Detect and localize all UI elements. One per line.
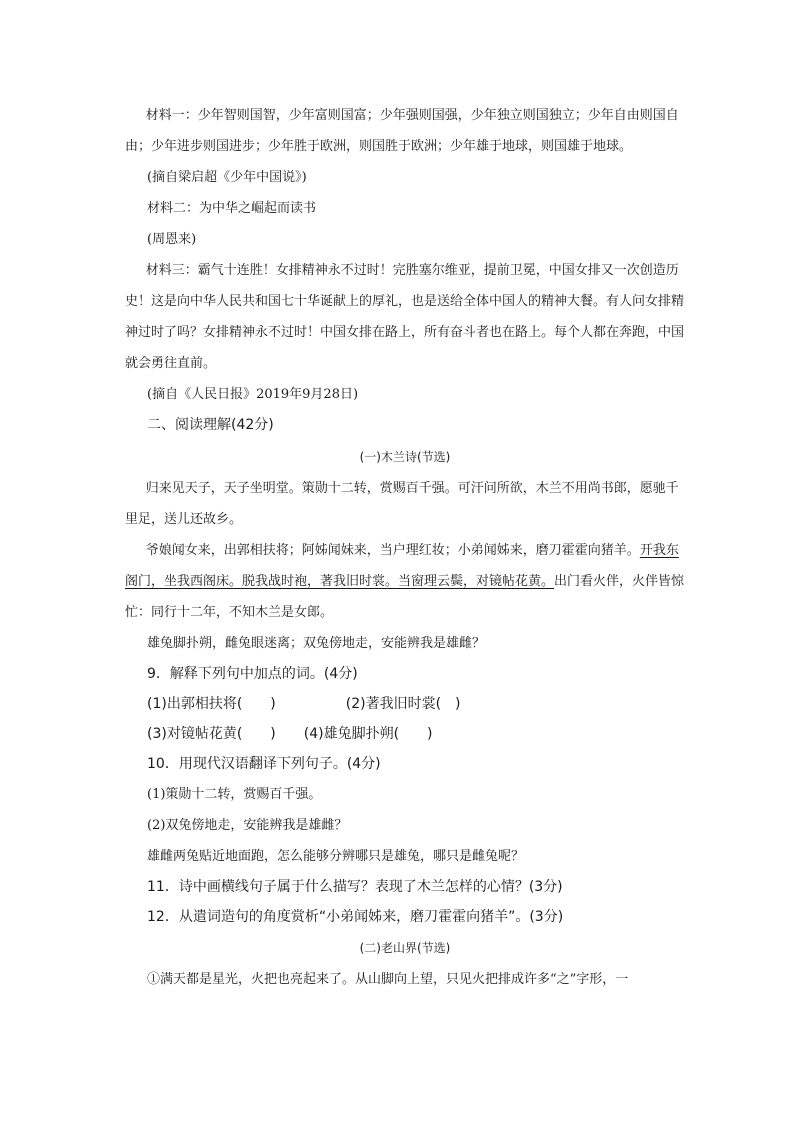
question-10-item-2: (2)双兔傍地走，安能辨我是雄雌？: [147, 818, 348, 833]
question-9-row-2: [125, 719, 685, 749]
question-9-row-1: [125, 689, 685, 719]
passage-one-paragraph-2: [125, 535, 685, 628]
document-body: [125, 100, 685, 995]
question-10-item-1: (1)策勋十二转，赏赐百千强。: [147, 787, 322, 802]
question-10: 10．用现代汉语翻译下列句子。(4分): [147, 756, 381, 772]
underlined-sentence: 开我东阁门，坐我西阁床。脱我战时袍，著我旧时裳。当窗理云鬓，对镜帖花黄。: [125, 543, 679, 589]
material-one-text: 材料一：少年智则国智，少年富则国富；少年强则国强，少年独立则国独立；少年自由则国自由；少年进步则国进步；少年胜于欧洲，则国胜于欧洲；少年雄于地球，则国雄于地球。: [125, 108, 679, 154]
question-9-item-3: (3)对镜帖花黄( ): [147, 726, 276, 742]
section-two-heading: 二、阅读理解(42分): [147, 417, 274, 433]
passage-two-paragraph-1: ①满天都是星光，火把也亮起来了。从山脚向上望，只见火把排成许多“之”字形，一: [147, 972, 629, 987]
paragraph-2-part-b: 出门看火伴，火伴皆惊忙：同行十二年，不知木兰是女郎。: [125, 574, 685, 620]
material-two-source: (周恩来): [147, 232, 197, 247]
material-one-source: (摘自梁启超《少年中国说》): [147, 170, 307, 185]
question-11: 11．诗中画横线句子属于什么描写？表现了木兰怎样的心情？(3分): [147, 879, 563, 895]
material-three-source: (摘自《人民日报》2019年9月28日): [147, 387, 359, 402]
question-12: 12．从遣词造句的角度赏析“小弟闻姊来，磨刀霍霍向猪羊”。(3分): [147, 909, 564, 925]
question-9-item-1: (1)出郭相扶将( ): [147, 696, 276, 712]
material-two-text: 材料二：为中华之崛起而读书: [147, 201, 317, 216]
question-10-answer: 雄雌两兔贴近地面跑，怎么能够分辨哪只是雄兔，哪只是雌兔呢？: [147, 849, 525, 864]
paragraph-2-part-a: 爷娘闻女来，出郭相扶将；阿姊闻妹来，当户理红妆；小弟闻姊来，磨刀霍霍向猪羊。: [145, 543, 640, 558]
material-three-text: 材料三：霸气十连胜！女排精神永不过时！完胜塞尔维亚，提前卫冕，中国女排又一次创造历史！这是向中华人民共和国七十华诞献上的厚礼，也是送给全体中国人的精神大餐。有人问女排精神过时了吗？女排精神永不过时！中国女排在路上，所有奋斗者也在路上。每个人都在奔跑，中国就会勇往直前。: [125, 263, 685, 371]
passage-one-title: (一)木兰诗(节选): [359, 450, 451, 464]
passage-one-paragraph-3: 雄兔脚扑朔，雌兔眼迷离；双兔傍地走，安能辨我是雄雌？: [147, 636, 486, 651]
passage-two-title: (二)老山界(节选): [359, 941, 451, 955]
question-9: 9．解释下列句中加点的词。(4分): [147, 666, 358, 682]
passage-one-paragraph-1: 归来见天子，天子坐明堂。策勋十二转，赏赐百千强。可汗问所欲，木兰不用尚书郎，愿驰千里足，送儿还故乡。: [125, 481, 679, 527]
question-9-item-4: (4)雄兔脚扑朔( ): [303, 726, 433, 742]
question-9-item-2: (2)著我旧时裳( ): [345, 696, 461, 712]
